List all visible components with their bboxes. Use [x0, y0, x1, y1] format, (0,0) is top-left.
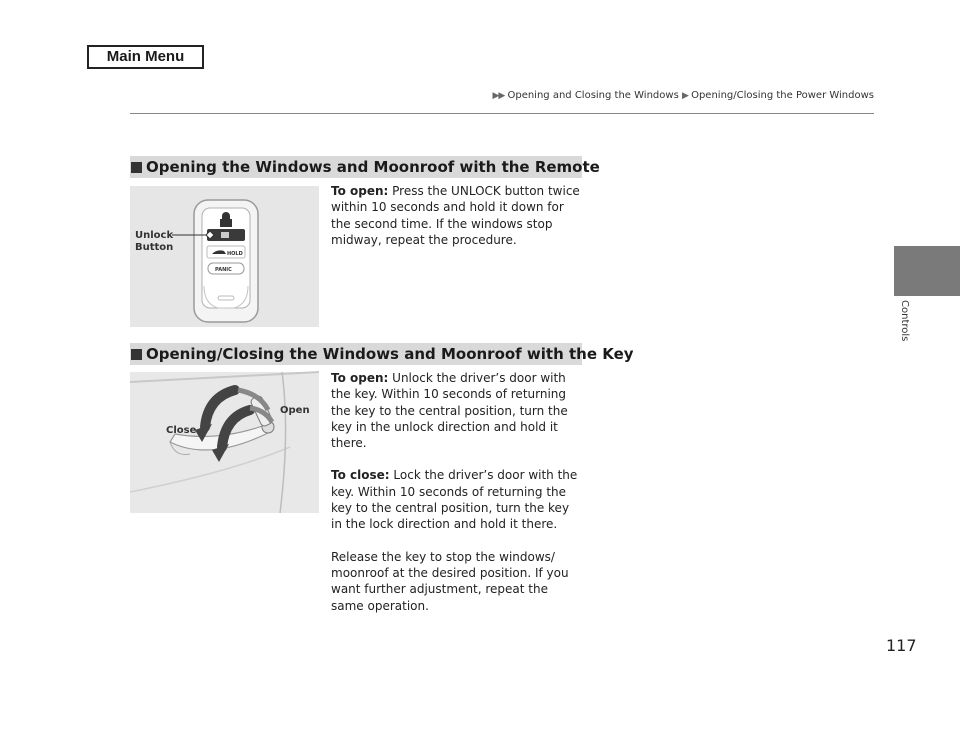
to-close-text: Lock the driver’s door with the key. Within 10 seconds of returning the key to the central position, turn the key in the lock direction and hold it there. — [331, 468, 578, 532]
release-text: Release the key to stop the windows/ moonroof at the desired position. If you want further adjustment, repeat the same operation. — [331, 549, 569, 613]
panic-button-label: PANIC — [215, 267, 232, 273]
remote-instructions — [331, 183, 583, 248]
to-open-text: Unlock the driver’s door with the key. Within 10 seconds of returning the key to the central position, turn the key in the unlock direction and hold it there. — [331, 371, 568, 451]
breadcrumb-separator-icon: ▶ — [681, 91, 688, 101]
unlock-callout-line2: Button — [135, 242, 174, 253]
breadcrumb-marker-icon: ▶▶ — [492, 91, 505, 101]
section-square-icon — [131, 349, 142, 360]
remote-fob-figure — [130, 186, 319, 327]
close-direction-label: Close — [166, 425, 197, 436]
unlock-callout-line1: Unlock — [135, 230, 174, 241]
door-handle-illustration — [130, 372, 319, 513]
to-open-label: To open: — [331, 184, 389, 198]
breadcrumb-current: Opening/Closing the Power Windows — [691, 90, 874, 101]
section-heading-key: Opening/Closing the Windows and Moonroof with the Key — [130, 343, 582, 365]
section-square-icon — [131, 162, 142, 173]
breadcrumb-parent-link[interactable]: Opening and Closing the Windows — [507, 90, 679, 101]
to-close-label: To close: — [331, 468, 390, 483]
key-instructions — [331, 370, 583, 614]
section-heading-remote: Opening the Windows and Moonroof with the Remote — [130, 156, 582, 178]
chapter-tab-label: Controls — [899, 300, 910, 342]
header-divider — [130, 113, 874, 114]
key-fob-illustration — [130, 186, 319, 327]
breadcrumb — [492, 90, 874, 101]
open-direction-label: Open — [280, 405, 310, 416]
hold-button-label: HOLD — [227, 251, 243, 257]
page-number: 117 — [886, 636, 917, 655]
to-open-text: Press the UNLOCK button twice within 10 seconds and hold it down for the second time. If the windows stop midway, repeat the procedure. — [331, 184, 580, 247]
to-open-label: To open: — [331, 371, 389, 385]
main-menu-button[interactable]: Main Menu — [87, 45, 204, 69]
chapter-tab[interactable] — [894, 246, 960, 296]
door-key-figure — [130, 372, 319, 513]
